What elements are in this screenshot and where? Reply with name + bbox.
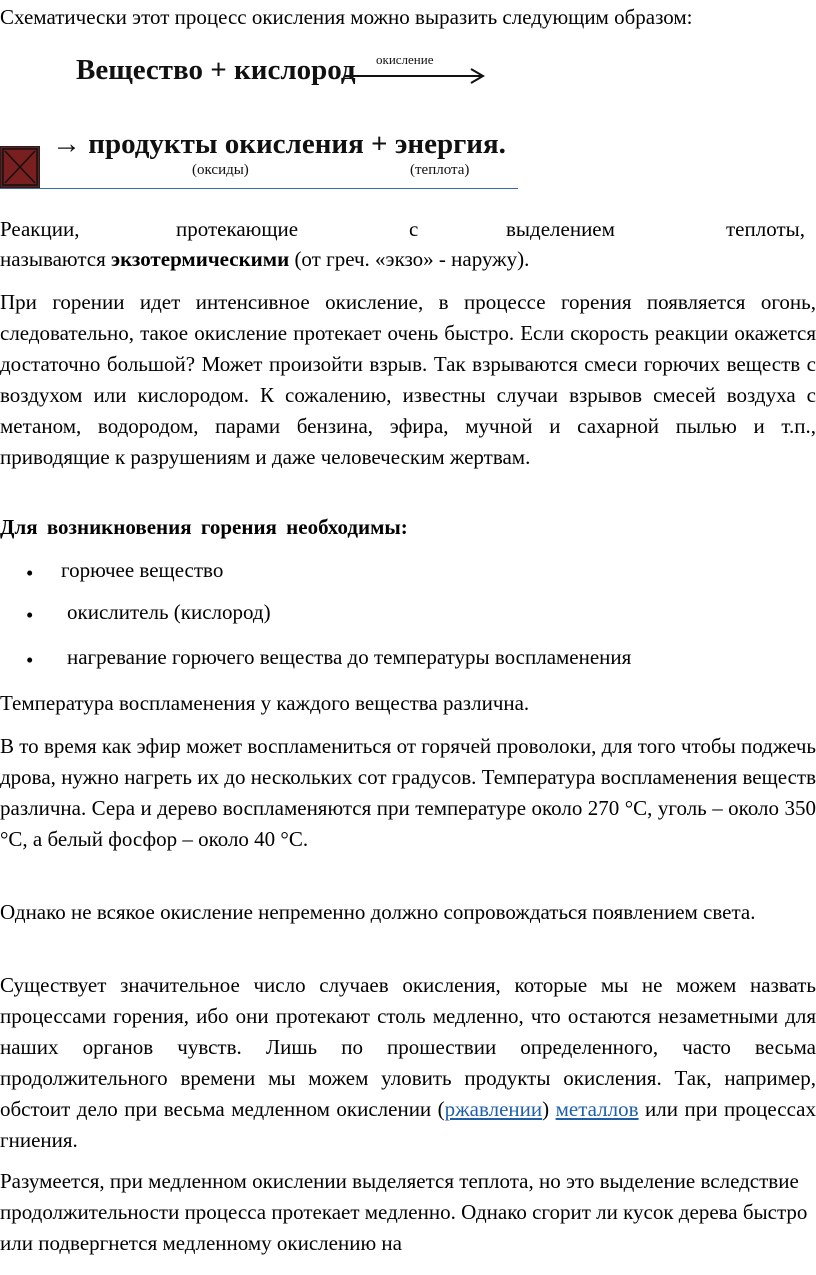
- intro-paragraph: Схематически этот процесс окисления можно выразить следующим образом:: [0, 5, 693, 29]
- last-paragraph: Разумеется, при медленном окислении выделяется теплота, но это выделение вследствие продолжительности процесса протекает медленно. Однако сгорит ли кусок дерева быстро или подвергнется медленному окислению на: [0, 1169, 808, 1255]
- bullet-3: •: [26, 648, 34, 672]
- bullet-1: •: [26, 561, 34, 585]
- bullet-2: •: [26, 603, 34, 627]
- scheme-oxides-label: (оксиды): [192, 162, 249, 178]
- scheme-reactants: Вещество + кислород: [76, 54, 356, 86]
- burning-paragraph: При горении идет интенсивное окисление, в процессе горения появляется огонь, следовательно, такое окисление протекает очень быстро. Если скорость реакции окажется достаточно большой? Может произойти взрыв. Так взрываются смеси горючих веществ с воздухом или кислородом. К сожалению, известны случаи взрывов смесей воздуха с метаном, водородом, парами бензина, эфира, мучной и сахарной пылью и т.п., приводящие к разрушениям и даже человеческим жертвам.: [0, 290, 816, 469]
- scheme-heat-label: (теплота): [410, 162, 470, 178]
- exo-line1: Реакции, протекающие с выделением теплоты,: [0, 217, 805, 241]
- rusting-link[interactable]: ржавлении: [444, 1097, 543, 1121]
- scheme-arrow: [345, 66, 490, 86]
- exothermic-term: экзотермическими: [111, 247, 290, 271]
- scheme-underline: [0, 188, 518, 189]
- slow-oxidation-paragraph: Существует значительное число случаев окисления, которые мы не можем назвать процессами горения, ибо они протекают столь медленно, что остаются незаметными для наших органов чувств. Лишь по прошествии определенного, часто весьма продолжительного времени мы можем уловить продукты окисления. Так, например, обстоит дело при весьма медленном окислении (ржавлении) металлов или при процессах гниения.: [0, 973, 816, 1152]
- scheme-products: → продукты окисления + энергия.: [52, 128, 506, 160]
- oxidation-scheme: [0, 42, 530, 192]
- condition-item-3: нагревание горючего вещества до температуры воспламенения: [67, 645, 632, 669]
- ether-paragraph: В то время как эфир может воспламениться от горячей проволоки, для того чтобы поджечь дрова, нужно нагреть их до нескольких сот градусов. Температура воспламенения веществ различна. Сера и дерево воспламеняются при температуре около 270 °С, уголь – около 350 °С, а белый фосфор – около 40 °С.: [0, 734, 816, 851]
- conditions-heading: Для возникновения горения необходимы:: [0, 515, 408, 539]
- broken-image-icon: [0, 146, 40, 188]
- condition-item-2: окислитель (кислород): [67, 600, 271, 624]
- temperature-paragraph: Температура воспламенения у каждого вещества различна.: [0, 691, 530, 715]
- scheme-arrow-label: окисление: [376, 52, 434, 67]
- condition-item-1: горючее вещество: [61, 558, 224, 582]
- light-paragraph: Однако не всякое окисление непременно должно сопровождаться появлением света.: [0, 900, 756, 924]
- exo-line2: называются экзотермическими (от греч. «экзо» - наружу).: [0, 247, 530, 271]
- metals-link[interactable]: металлов: [555, 1097, 639, 1121]
